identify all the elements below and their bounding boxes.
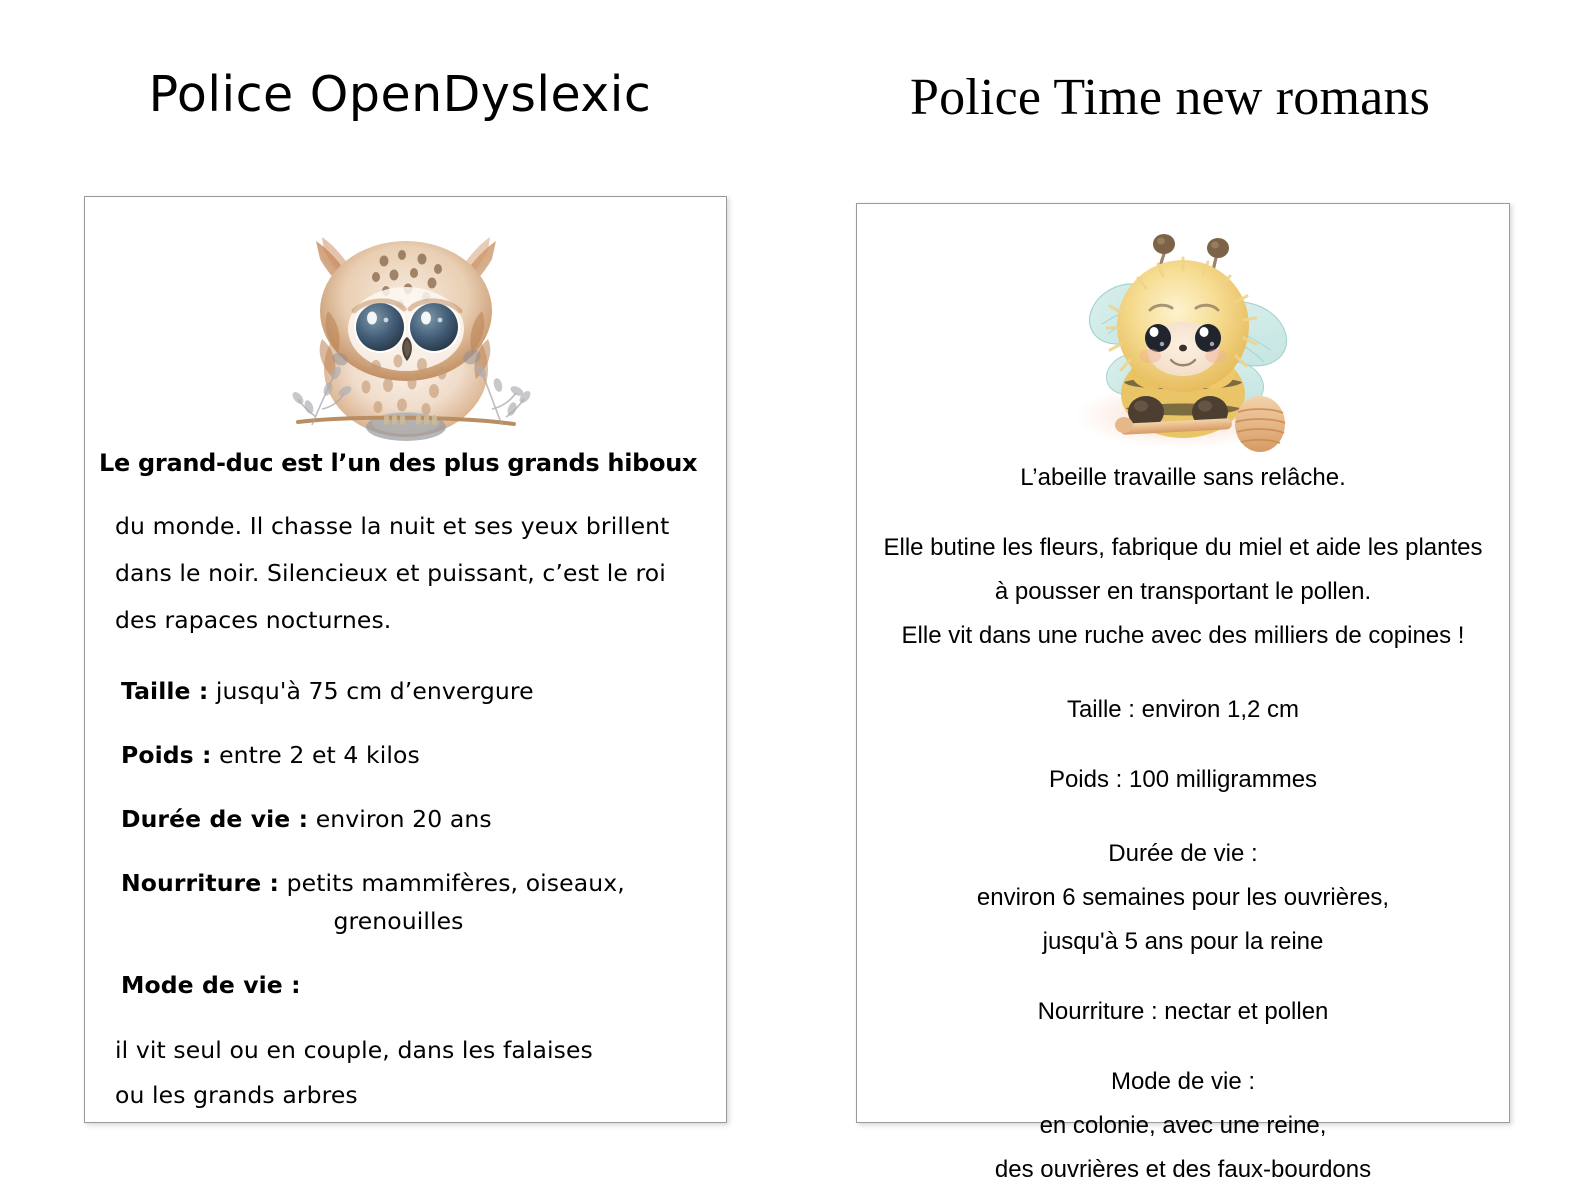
bee-description-line: à pousser en transportant le pollen. <box>994 578 1372 605</box>
bee-illustration <box>1058 216 1308 456</box>
owl-description <box>115 503 718 644</box>
owl-attribute-taille <box>121 674 718 708</box>
owl-attribute-duree-de-vie <box>121 802 718 836</box>
owl-lead-sentence: Le grand-duc est l’un des plus grands hiboux <box>99 449 698 477</box>
owl-attribute-nourriture <box>121 866 718 900</box>
bee-duree-line: jusqu'à 5 ans pour la reine <box>1042 928 1324 955</box>
card-bee <box>856 203 1510 1183</box>
owl-attribute-value: petits mammifères, oiseaux, <box>286 869 625 897</box>
owl-attribute-value: entre 2 et 4 kilos <box>219 741 420 769</box>
bee-mode-line: des ouvrières et des faux-bourdons <box>994 1156 1372 1183</box>
bee-mode-line: en colonie, avec une reine, <box>1039 1112 1327 1139</box>
owl-attribute-label: Taille : <box>121 677 209 705</box>
owl-nourriture-continuation: grenouilles <box>333 907 464 935</box>
owl-mode-line: il vit seul ou en couple, dans les falaises <box>115 1036 593 1064</box>
bee-attribute-taille: Taille : environ 1,2 cm <box>1066 696 1300 723</box>
owl-attribute-value: environ 20 ans <box>315 805 492 833</box>
bee-attribute-duree-de-vie-label: Durée de vie : <box>1108 840 1258 867</box>
owl-illustration <box>276 219 536 449</box>
owl-mode-line: ou les grands arbres <box>115 1081 358 1109</box>
bee-attribute-poids: Poids : 100 milligrammes <box>1048 766 1318 793</box>
owl-description-line: dans le noir. Silencieux et puissant, c’est le roi <box>115 559 666 587</box>
owl-attribute-label: Durée de vie : <box>121 805 309 833</box>
owl-description-line: des rapaces nocturnes. <box>115 606 392 634</box>
page-title-right: Police Time new romans <box>909 69 1431 126</box>
bee-attribute-nourriture: Nourriture : nectar et pollen <box>1037 998 1329 1025</box>
bee-lead-sentence: L’abeille travaille sans relâche. <box>1020 464 1346 491</box>
bee-attribute-mode-de-vie-label: Mode de vie : <box>1110 1068 1256 1095</box>
bee-description <box>871 526 1495 658</box>
owl-mode-description <box>115 1028 718 1118</box>
card-owl <box>84 196 727 1123</box>
owl-attribute-mode-de-vie <box>121 968 718 1002</box>
bee-text-block <box>857 456 1509 1192</box>
owl-attribute-poids <box>121 738 718 772</box>
owl-text-block <box>85 449 726 1118</box>
owl-attribute-label: Mode de vie : <box>121 971 301 999</box>
page-title-left: Police OpenDyslexic <box>148 66 652 123</box>
owl-description-line: du monde. Il chasse la nuit et ses yeux brillent <box>115 512 670 540</box>
owl-attribute-label: Poids : <box>121 741 212 769</box>
bee-duree-line: environ 6 semaines pour les ouvrières, <box>976 884 1390 911</box>
bee-description-line: Elle vit dans une ruche avec des milliers de copines ! <box>901 622 1465 649</box>
owl-attribute-label: Nourriture : <box>121 869 280 897</box>
owl-attribute-value: jusqu'à 75 cm d’envergure <box>215 677 534 705</box>
bee-description-line: Elle butine les fleurs, fabrique du miel et aide les plantes <box>883 534 1483 561</box>
